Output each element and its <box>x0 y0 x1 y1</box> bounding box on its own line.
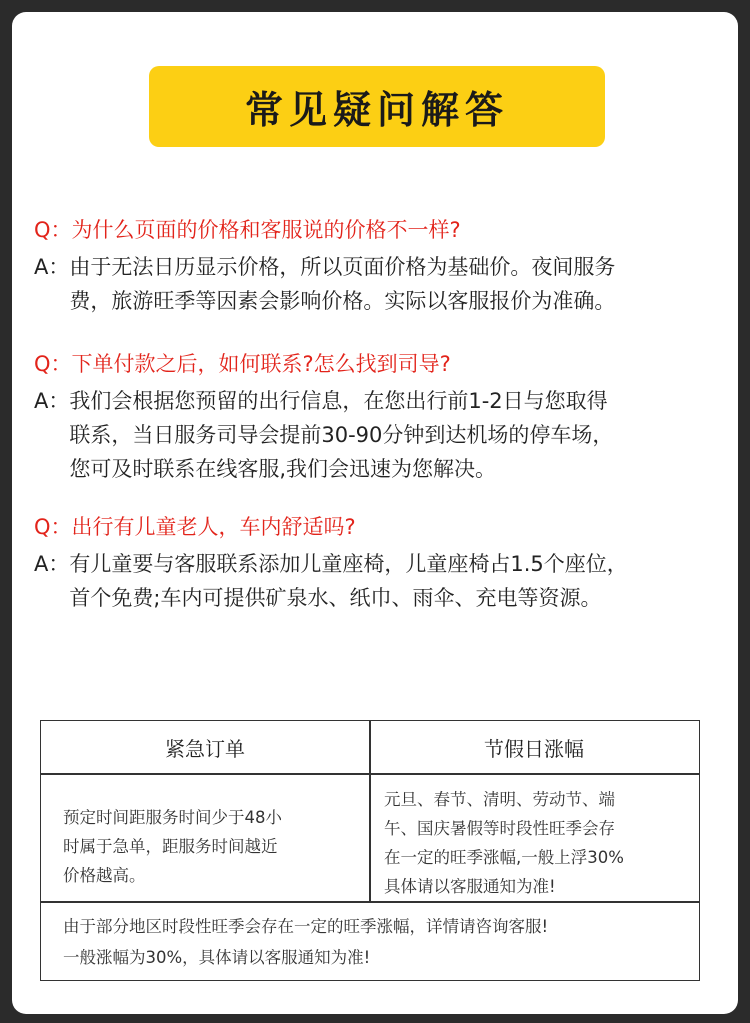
faq-card <box>12 12 738 1014</box>
answer-line: 您可及时联系在线客服,我们会迅速为您解决。 <box>69 457 497 481</box>
cell-line: 具体请以客服通知为准! <box>384 877 556 896</box>
faq-answer <box>34 250 724 318</box>
cell-line: 一般涨幅为30%，具体请以客服通知为准! <box>63 948 371 967</box>
answer-line: 首个免费;车内可提供矿泉水、纸巾、雨伞、充电等资源。 <box>69 586 602 610</box>
table-footer-note <box>63 911 548 973</box>
table-header-holiday: 节假日涨幅 <box>484 736 584 761</box>
cell-line: 元旦、春节、清明、劳动节、端 <box>384 790 615 809</box>
cell-line: 价格越高。 <box>63 866 146 885</box>
holiday-surcharge-cell <box>384 785 624 901</box>
answer-prefix: A： <box>34 389 70 413</box>
table-header-urgent: 紧急订单 <box>165 736 245 761</box>
faq-item <box>34 346 724 486</box>
pricing-table <box>40 720 700 981</box>
answer-line: 有儿童要与客服联系添加儿童座椅，儿童座椅占1.5个座位， <box>69 552 628 576</box>
page-title: 常见疑问解答 <box>244 88 509 132</box>
faq-answer <box>34 547 724 615</box>
answer-line: 费，旅游旺季等因素会影响价格。实际以客服报价为准确。 <box>69 289 616 313</box>
answer-line: 由于无法日历显示价格，所以页面价格为基础价。夜间服务 <box>69 255 616 279</box>
title-banner <box>149 66 605 147</box>
cell-line: 在一定的旺季涨幅,一般上浮30% <box>384 848 624 867</box>
faq-answer <box>34 384 724 486</box>
table-divider <box>41 773 699 775</box>
cell-line: 预定时间距服务时间少于48小 <box>63 808 282 827</box>
cell-line: 午、国庆暑假等时段性旺季会存 <box>384 819 615 838</box>
answer-line: 我们会根据您预留的出行信息，在您出行前1-2日与您取得 <box>69 389 608 413</box>
table-divider <box>369 721 371 901</box>
cell-line: 时属于急单，距服务时间越近 <box>63 837 278 856</box>
answer-line: 联系，当日服务司导会提前30-90分钟到达机场的停车场， <box>69 423 614 447</box>
faq-question: Q：为什么页面的价格和客服说的价格不一样? <box>34 218 461 242</box>
faq-question: Q：出行有儿童老人，车内舒适吗? <box>34 515 356 539</box>
faq-question: Q：下单付款之后，如何联系?怎么找到司导? <box>34 352 451 376</box>
cell-line: 由于部分地区时段性旺季会存在一定的旺季涨幅，详情请咨询客服! <box>63 917 549 936</box>
faq-item <box>34 212 724 318</box>
answer-prefix: A： <box>34 255 70 279</box>
urgent-order-cell <box>63 803 282 890</box>
table-divider <box>41 901 699 903</box>
faq-item <box>34 509 724 615</box>
answer-prefix: A： <box>34 552 70 576</box>
